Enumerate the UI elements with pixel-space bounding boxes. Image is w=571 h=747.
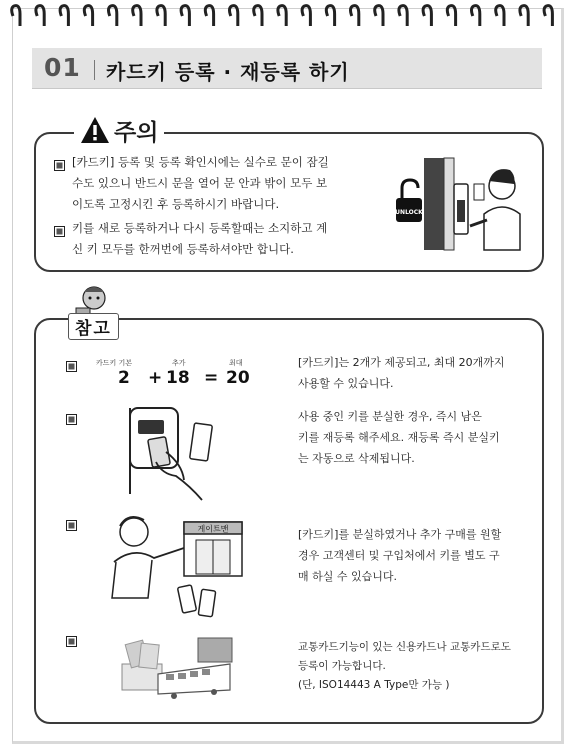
spiral-ring xyxy=(181,6,189,26)
caution-title: 주의 xyxy=(114,119,159,146)
door-unlock-illustration xyxy=(392,156,528,252)
spiral-ring xyxy=(326,6,334,26)
store-sign-label: 게이트맨 xyxy=(197,524,229,534)
formula-label-base: 카드키 기본 xyxy=(96,359,133,367)
bullet-icon xyxy=(54,226,65,237)
spiral-ring xyxy=(254,6,262,26)
formula-label-max: 최대 xyxy=(229,359,243,367)
spiral-ring xyxy=(36,6,44,26)
spiral-ring xyxy=(399,6,407,26)
spiral-ring xyxy=(157,6,165,26)
spiral-ring xyxy=(496,6,504,26)
note-item-3: [카드키]를 분실하였거나 추가 구매를 원할 경우 고객센터 및 구입처에서 키를 별도 구 매 하실 수 있습니다. xyxy=(298,528,502,583)
formula-add: 18 xyxy=(166,368,190,388)
spiral-ring xyxy=(278,6,286,26)
spiral-ring xyxy=(205,6,213,26)
spiral-ring xyxy=(520,6,528,26)
formula-label-add: 추가 xyxy=(172,359,186,367)
spiral-ring xyxy=(302,6,310,26)
bullet-icon xyxy=(66,414,77,425)
note-item-2: 사용 중인 키를 분실한 경우, 즉시 남은 키를 재등록 해주세요. 재등록 즉시 분실키 는 자동으로 삭제됩니다. xyxy=(298,410,500,465)
formula-equals: = xyxy=(204,368,219,388)
transit-card-illustration xyxy=(118,634,234,700)
spiral-ring xyxy=(351,6,359,26)
customer-center-illustration xyxy=(104,510,248,628)
bullet-icon xyxy=(66,361,77,372)
note-title: 참고 xyxy=(68,313,119,340)
bullet-icon xyxy=(54,160,65,171)
spiral-ring xyxy=(12,6,20,26)
section-number: 01 xyxy=(44,53,81,82)
spiral-ring xyxy=(544,6,552,26)
card-key-reader-illustration xyxy=(122,404,224,504)
spiral-ring xyxy=(109,6,117,26)
spiral-ring xyxy=(230,6,238,26)
spiral-ring xyxy=(84,6,92,26)
note-item-1: [카드키]는 2개가 제공되고, 최대 20개까지 사용할 수 있습니다. xyxy=(298,356,505,390)
bullet-icon xyxy=(66,636,77,647)
spiral-ring xyxy=(472,6,480,26)
spiral-ring xyxy=(60,6,68,26)
spiral-ring xyxy=(133,6,141,26)
caution-heading xyxy=(74,112,164,148)
page-title: 카드키 등록 · 재등록 하기 xyxy=(106,60,350,84)
caution-item-1: [카드키] 등록 및 등록 확인시에는 실수로 문이 잠길 수도 있으니 반드시 문을 열어 문 안과 밖이 모두 보 이도록 고정시킨 후 등록하시기 바랍니다. xyxy=(72,155,329,211)
caution-item-2: 키를 새로 등록하거나 다시 등록할때는 소지하고 계 신 키 모두를 한꺼번에 등록하셔야만 합니다. xyxy=(72,221,328,256)
unlock-label: UNLOCK xyxy=(395,209,423,216)
formula-max: 20 xyxy=(226,368,250,388)
formula-plus: + xyxy=(148,368,163,388)
spiral-ring xyxy=(375,6,383,26)
formula-base: 2 xyxy=(118,368,130,388)
spiral-ring xyxy=(447,6,455,26)
spiral-binding xyxy=(6,0,566,30)
bullet-icon xyxy=(66,520,77,531)
warning-icon xyxy=(80,116,110,144)
spiral-ring xyxy=(423,6,431,26)
note-item-4: 교통카드기능이 있는 신용카드나 교통카드로도 등록이 가능합니다. (단, ISO14443 A Type만 가능 ) xyxy=(298,641,511,691)
title-divider xyxy=(94,60,95,80)
title-bar xyxy=(32,48,542,89)
